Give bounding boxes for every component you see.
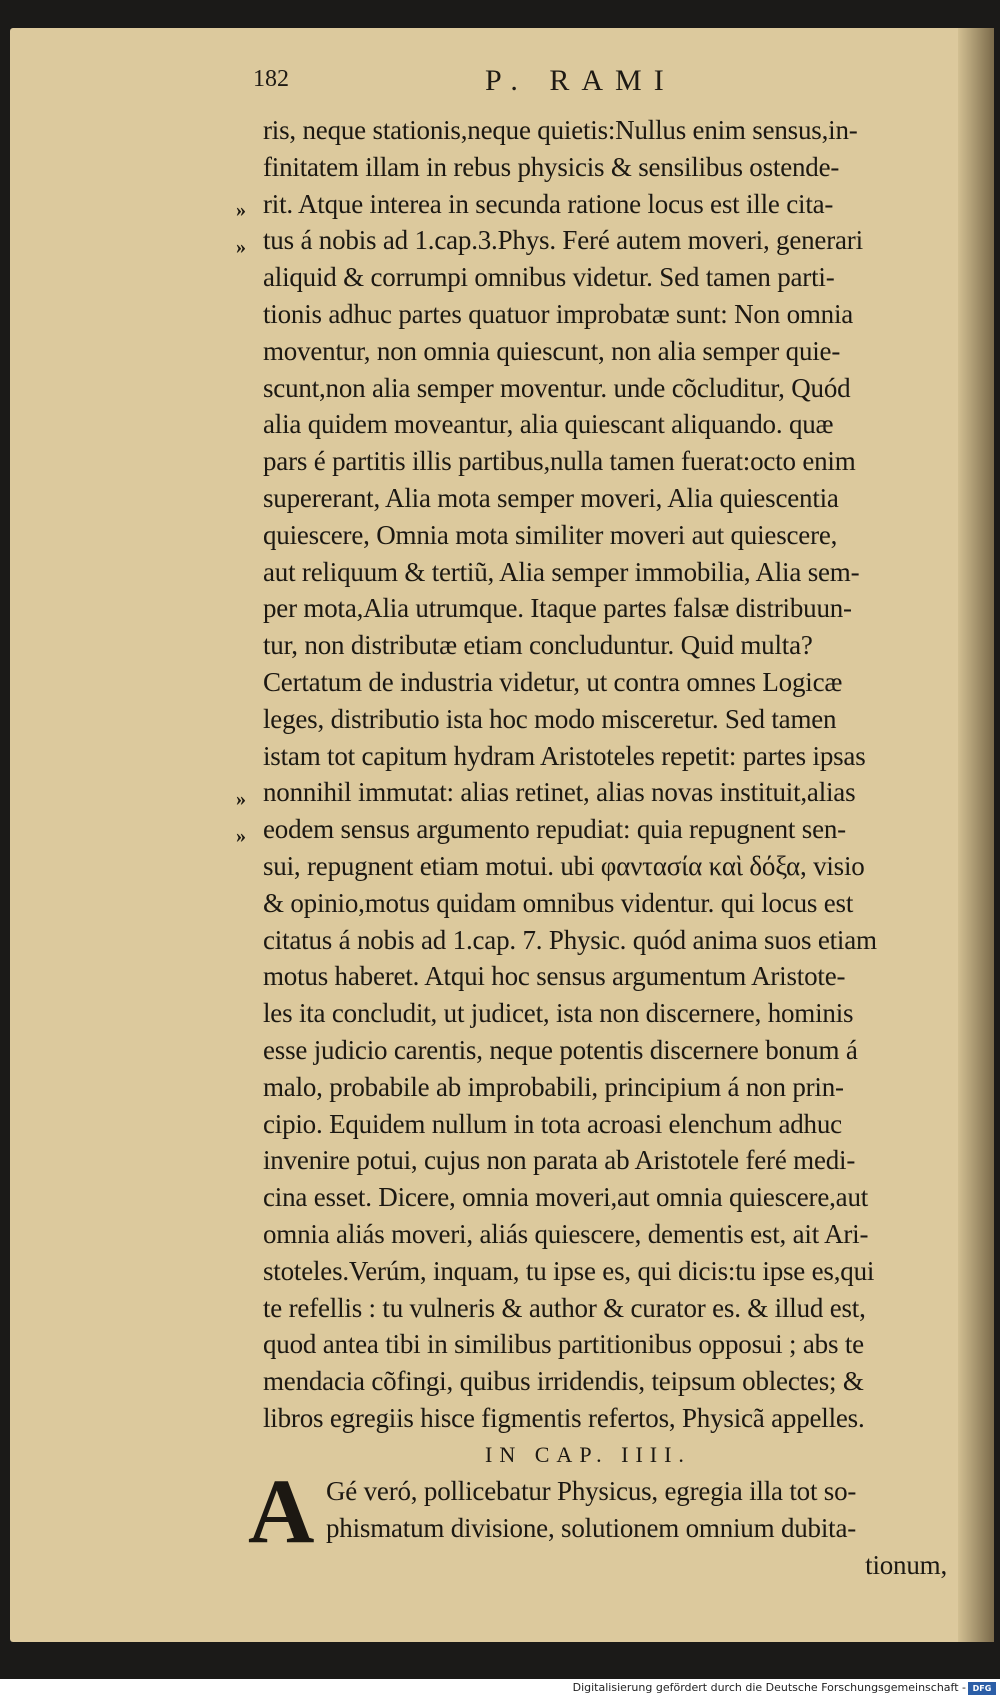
running-head: P. RAMI xyxy=(485,64,676,97)
text-line: Gé veró, pollicebatur Physicus, egregia illa tot so- xyxy=(326,1476,857,1507)
text-line: tus á nobis ad 1.cap.3.Phys. Feré autem moveri, generari xyxy=(263,225,863,256)
text-line: pars é partitis illis partibus,nulla tamen fuerat:octo enim xyxy=(263,446,856,477)
text-line: finitatem illam in rebus physicis & sensilibus ostende- xyxy=(263,151,840,182)
digitization-footer xyxy=(0,1679,1000,1699)
text-line: te refellis : tu vulneris & author & curator es. & illud est, xyxy=(263,1292,866,1323)
text-line: esse judicio carentis, neque potentis discernere bonum á xyxy=(263,1034,858,1065)
text-line: scunt,non alia semper moventur. unde cõcluditur, Quód xyxy=(263,372,851,403)
margin-quotation-marks xyxy=(236,0,260,1400)
text-line: moventur, non omnia quiescunt, non alia semper quie- xyxy=(263,335,841,366)
text-line: quiescere, Omnia mota similiter moveri aut quiescere, xyxy=(263,519,838,550)
page-number: 182 xyxy=(253,66,289,92)
margin-mark: » xyxy=(236,788,246,810)
text-line: supererant, Alia mota semper moveri, Alia quiescentia xyxy=(263,482,839,513)
text-line: cina esset. Dicere, omnia moveri,aut omnia quiescere,aut xyxy=(263,1182,869,1213)
text-line: tionis adhuc partes quatuor improbatæ sunt: Non omnia xyxy=(263,298,854,329)
text-line: Certatum de industria videtur, ut contra omnes Logicæ xyxy=(263,666,843,697)
text-line: tur, non distributæ etiam concluduntur. Quid multa? xyxy=(263,630,813,661)
text-line: quod antea tibi in similibus partitionibus opposui ; abs te xyxy=(263,1329,864,1360)
catchword: tionum, xyxy=(865,1550,947,1581)
margin-mark: » xyxy=(236,199,246,221)
margin-mark: » xyxy=(236,236,246,258)
text-line: libros egregiis hisce figmentis refertos, Physicã appelles. xyxy=(263,1402,865,1433)
section-opening xyxy=(248,1460,953,1563)
text-line: omnia aliás moveri, aliás quiescere, dementis est, ait Ari- xyxy=(263,1218,869,1249)
text-line: istam tot capitum hydram Aristoteles repetit: partes ipsas xyxy=(263,740,866,771)
text-line: & opinio,motus quidam omnibus videntur. qui locus est xyxy=(263,887,854,918)
text-line: ris, neque stationis,neque quietis:Nullus enim sensus,in- xyxy=(263,115,858,145)
text-line: cipio. Equidem nullum in tota acroasi elenchum adhuc xyxy=(263,1108,842,1139)
text-line: rit. Atque interea in secunda ratione locus est ille cita- xyxy=(263,188,834,219)
page-header xyxy=(253,64,933,104)
text-line: phismatum divisione, solutionem omnium dubita- xyxy=(326,1513,857,1544)
text-line: malo, probabile ab improbabili, principium á non prin- xyxy=(263,1071,844,1102)
main-text-block xyxy=(248,112,953,1584)
text-line: citatus á nobis ad 1.cap. 7. Physic. quód anima suos etiam xyxy=(263,924,877,955)
footer-credit: Digitalisierung gefördert durch die Deutsche Forschungsgemeinschaft - xyxy=(572,1681,966,1694)
text-line: per mota,Alia utrumque. Itaque partes falsæ distribuun- xyxy=(263,593,852,624)
dfg-logo: DFG xyxy=(968,1682,996,1695)
text-line: les ita concludit, ut judicet, ista non discernere, hominis xyxy=(263,998,854,1029)
text-line: mendacia cõfingi, quibus irridendis, teipsum oblectes; & xyxy=(263,1366,864,1397)
text-line: stoteles.Verúm, inquam, tu ipse es, qui dicis:tu ipse es,qui xyxy=(263,1255,875,1286)
text-line: aliquid & corrumpi omnibus videtur. Sed tamen parti- xyxy=(263,262,835,293)
section-heading: IN CAP. IIII. xyxy=(485,1441,691,1467)
text-line: leges, distributio ista hoc modo misceretur. Sed tamen xyxy=(263,703,837,734)
text-line: alia quidem moveantur, alia quiescant aliquando. quæ xyxy=(263,409,834,440)
page-edge-shadow xyxy=(958,28,994,1642)
text-line: eodem sensus argumento repudiat: quia repugnent sen- xyxy=(263,814,846,845)
text-line: motus haberet. Atqui hoc sensus argumentum Aristote- xyxy=(263,961,846,992)
text-line: sui, repugnent etiam motui. ubi φαντασία καὶ δόξα, visio xyxy=(263,850,865,881)
drop-cap-initial: A xyxy=(248,1460,315,1563)
text-line: invenire potui, cujus non parata ab Aristotele feré medi- xyxy=(263,1145,856,1176)
text-line: aut reliquum & tertiũ, Alia semper immobilia, Alia sem- xyxy=(263,556,860,587)
margin-mark: » xyxy=(236,825,246,847)
text-line: nonnihil immutat: alias retinet, alias novas instituit,alias xyxy=(263,777,856,808)
